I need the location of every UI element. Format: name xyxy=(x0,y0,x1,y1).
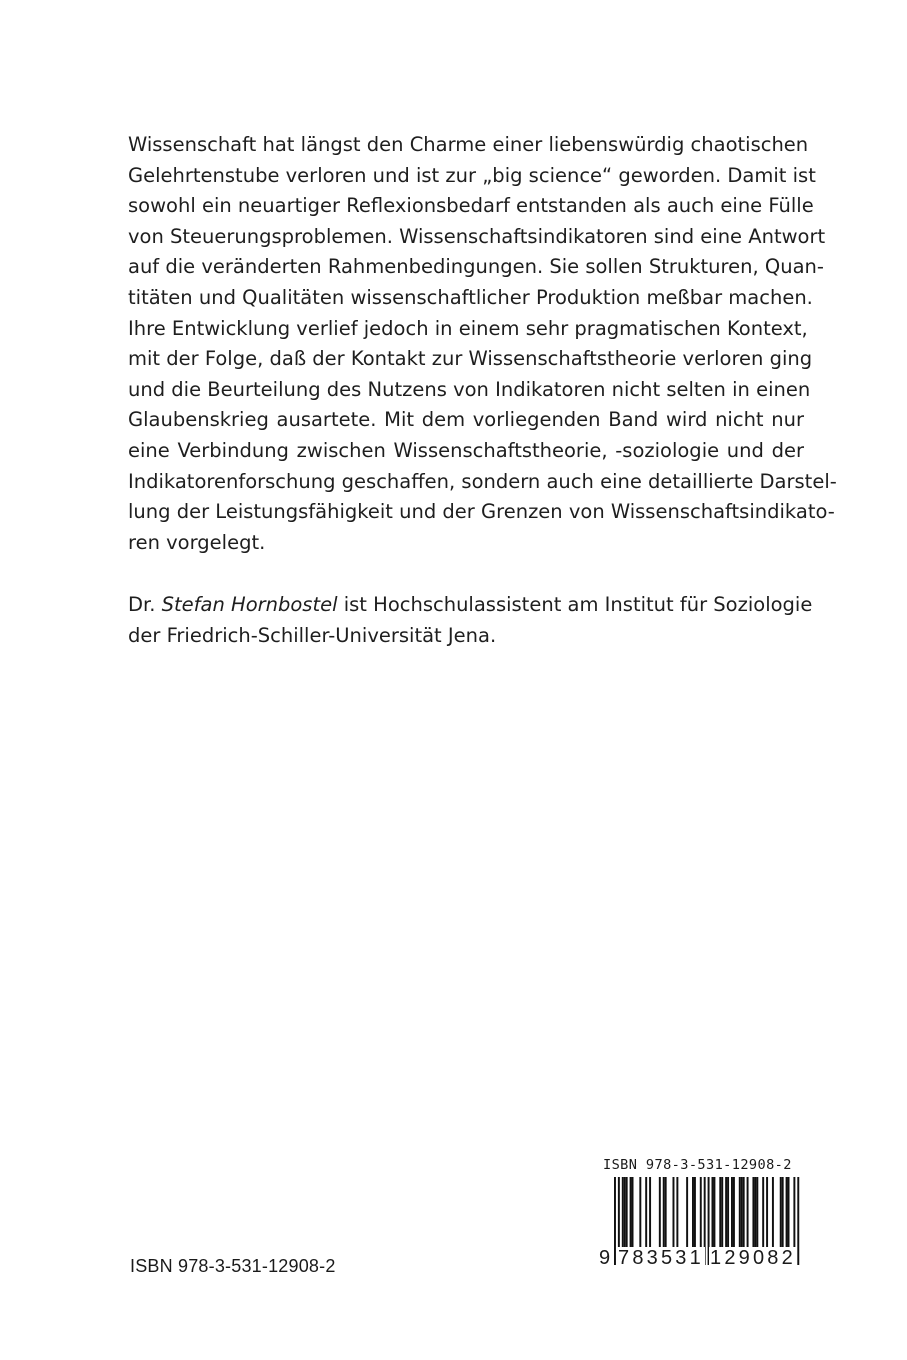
barcode-bar xyxy=(713,1177,715,1255)
author-bio-text: ist Hochschulassistent am Institut für Soziologie xyxy=(337,593,813,616)
blurb-line: Indikatorenforschung geschaffen, sondern auch eine detaillierte Darstel- xyxy=(128,469,837,493)
barcode-bar xyxy=(719,1177,721,1255)
barcode-bar xyxy=(630,1177,632,1255)
barcode-bar xyxy=(649,1177,651,1255)
author-bio xyxy=(128,590,813,651)
blurb-line: mit der Folge, daß der Kontakt zur Wissenschaftstheorie verloren ging xyxy=(128,347,813,371)
barcode-bar xyxy=(626,1177,628,1255)
barcode-bar xyxy=(743,1177,745,1255)
barcode-bar xyxy=(766,1177,768,1255)
blurb-line: Gelehrtenstube verloren und ist zur „big science“ geworden. Damit ist xyxy=(128,163,816,187)
isbn-text: ISBN 978-3-531-12908-2 xyxy=(130,1256,336,1276)
barcode-bar xyxy=(788,1177,790,1255)
author-bio-line: der Friedrich-Schiller-Universität Jena. xyxy=(128,623,497,647)
barcode-digit-group-left: 783531 xyxy=(618,1247,704,1269)
barcode-bar xyxy=(665,1177,667,1255)
isbn-barcode xyxy=(598,1157,810,1275)
barcode-bar xyxy=(692,1177,694,1255)
blurb-line: ren vorgelegt. xyxy=(128,530,266,554)
blurb-line: auf die veränderten Rahmenbedingungen. Sie sollen Strukturen, Quan- xyxy=(128,255,824,279)
author-name: Stefan Hornbostel xyxy=(161,593,338,616)
barcode-bar xyxy=(632,1177,634,1255)
barcode-bar xyxy=(663,1177,665,1255)
barcode-digit-first: 9 xyxy=(599,1247,611,1269)
blurb-line: sowohl ein neuartiger Reflexionsbedarf entstanden als auch eine Fülle xyxy=(128,194,814,218)
back-cover-blurb xyxy=(128,130,837,558)
barcode-bar xyxy=(733,1177,735,1255)
blurb-line: Wissenschaft hat längst den Charme einer liebenswürdig chaotischen xyxy=(128,133,809,156)
barcode-bar xyxy=(676,1177,678,1255)
blurb-line: eine Verbindung zwischen Wissenschaftstheorie, -soziologie und der xyxy=(128,438,804,462)
barcode-bar xyxy=(780,1177,782,1255)
barcode-bar xyxy=(727,1177,729,1255)
barcode-bar xyxy=(624,1177,626,1255)
barcode-bar xyxy=(694,1177,696,1255)
barcode-bar xyxy=(645,1177,647,1255)
barcode-bar xyxy=(754,1177,756,1255)
blurb-line: Ihre Entwicklung verlief jedoch in einem sehr pragmatischen Kontext, xyxy=(128,316,808,340)
blurb-line: titäten und Qualitäten wissenschaftlicher Produktion meßbar machen. xyxy=(128,285,813,309)
barcode-bar xyxy=(782,1177,784,1255)
blurb-line: Glaubenskrieg ausartete. Mit dem vorliegenden Band wird nicht nur xyxy=(128,408,804,432)
blurb-line: von Steuerungsproblemen. Wissenschaftsindikatoren sind eine Antwort xyxy=(128,224,826,248)
barcode-bar xyxy=(639,1177,641,1255)
blurb-line: lung der Leistungsfähigkeit und der Grenzen von Wissenschaftsindikato- xyxy=(128,500,835,524)
barcode-bar xyxy=(659,1177,661,1255)
barcode-bar xyxy=(700,1177,702,1255)
blurb-line: und die Beurteilung des Nutzens von Indikatoren nicht selten in einen xyxy=(128,377,811,401)
author-bio-line xyxy=(128,590,813,621)
barcode-isbn-label: ISBN 978-3-531-12908-2 xyxy=(603,1157,792,1173)
barcode-bar xyxy=(772,1177,774,1255)
barcode-bar xyxy=(712,1177,714,1255)
barcode-bar xyxy=(762,1177,764,1255)
author-title: Dr. xyxy=(128,593,162,616)
barcode-bar xyxy=(747,1177,749,1255)
barcode-bar xyxy=(725,1177,727,1255)
barcode-bar xyxy=(786,1177,788,1255)
barcode-bar xyxy=(622,1177,624,1255)
barcode-bar xyxy=(731,1177,733,1255)
barcode-bar xyxy=(756,1177,758,1255)
barcode-bar xyxy=(752,1177,754,1255)
barcode-bar xyxy=(673,1177,675,1255)
barcode-digits xyxy=(598,1247,810,1271)
barcode-bar xyxy=(721,1177,723,1255)
barcode-bar xyxy=(686,1177,688,1255)
barcode-digit-group-right: 129082 xyxy=(710,1247,796,1269)
barcode-bar xyxy=(739,1177,741,1255)
barcode-bar xyxy=(741,1177,743,1255)
